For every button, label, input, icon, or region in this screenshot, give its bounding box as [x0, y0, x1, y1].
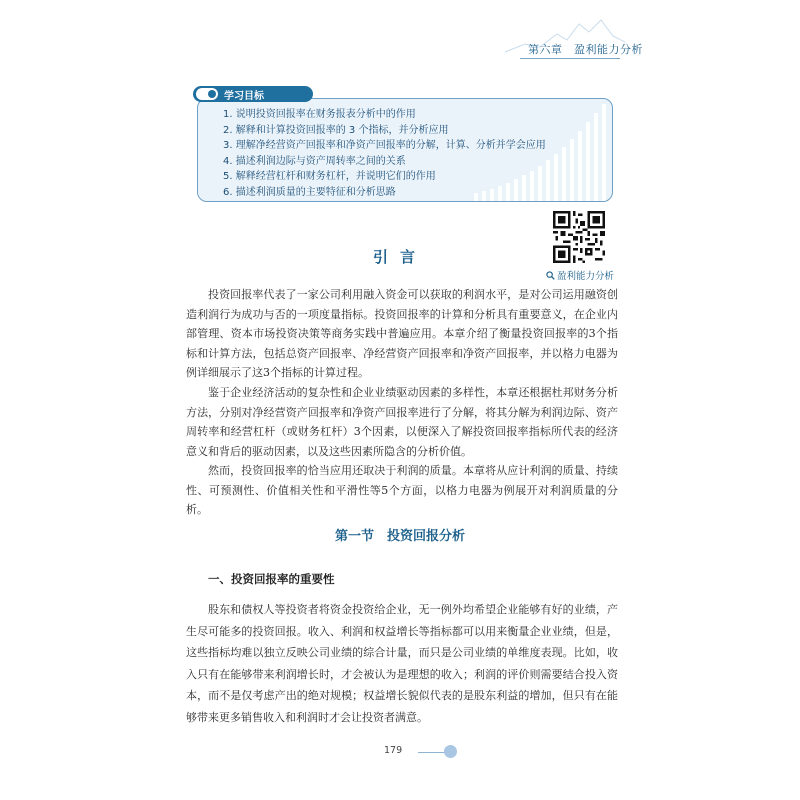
objective-item: 4. 描述利润边际与资产周转率之间的关系: [223, 155, 406, 167]
qr-caption-text: 盈利能力分析: [557, 271, 615, 282]
intro-paragraph: 鉴于企业经济活动的复杂性和企业业绩驱动因素的多样性，本章还根据杜邦财务分析方法，分别对净经营资产回报率和净资产回报率进行了分解，将其分解为利润边际、资产周转率和经营杠杆（或财务杠杆）3个因素，以便深入了解投资回报率指标所代表的经济意义和背后的驱动因素，以及这些因素所隐含的分析价值。: [186, 386, 618, 458]
objective-item: 6. 描述利润质量的主要特征和分析思路: [223, 186, 396, 198]
objective-item: 1. 说明投资回报率在财务报表分析中的作用: [223, 109, 416, 120]
toggle-icon: [196, 88, 218, 100]
header-rule: [520, 58, 620, 59]
footer-dot-icon: [444, 745, 457, 758]
qr-code[interactable]: [553, 211, 605, 263]
objective-item: 2. 解释和计算投资回报率的 3 个指标，并分析应用: [223, 124, 449, 136]
section-title: 第一节 投资回报分析: [334, 529, 465, 544]
search-icon: [546, 271, 555, 280]
learning-objectives-label: 学习目标: [224, 90, 264, 102]
objective-item: 5. 解释经营杠杆和财务杠杆，并说明它们的作用: [223, 171, 436, 182]
learning-objectives-tab: [193, 86, 313, 102]
intro-title: 引言: [372, 248, 427, 266]
intro-paragraph: 然而，投资回报率的恰当应用还取决于利润的质量。本章将从应计利润的质量、持续性、可预测性、价值相关性和平滑性等5个方面，以格力电器为例展开对利润质量的分析。: [186, 464, 618, 516]
subsection-title: 一、投资回报率的重要性: [208, 572, 335, 586]
intro-paragraph: 投资回报率代表了一家公司利用融入资金可以获取的利润水平，是对公司运用融资创造利润行为成功与否的一项度量指标。投资回报率的计算和分析具有重要意义，在企业内部管理、资本市场投资决策等商务实践中普遍应用。本章介绍了衡量投资回报率的3个指标和计算方法，包括总资产回报率、净经营资产回报率和净资产回报率，并以格力电器为例详细展示了这3个指标的计算过程。: [186, 288, 618, 379]
qr-caption: [546, 268, 614, 282]
page-number: 179: [384, 745, 403, 756]
section-paragraph: 股东和债权人等投资者将资金投资给企业，无一例外均希望企业能够有好的业绩，产生尽可能多的投资回报。收入、利润和权益增长等指标都可以用来衡量企业业绩，但是，这些指标均难以独立反映公司业绩的综合计量，而只是公司业绩的单维度表现。比如，收入只有在能够带来利润增长时，才会被认为是理想的收入；利润的评价则需要结合投入资本，而不是仅考虑产出的绝对规模；权益增长貌似代表的是股东利益的增加，但只有在能够带来更多销售收入和利润时才会让投资者满意。: [186, 603, 618, 724]
chapter-header: 第六章 盈利能力分析: [528, 43, 643, 56]
objective-item: 3. 理解净经营资产回报率和净资产回报率的分解，计算、分析并学会应用: [223, 140, 546, 151]
learning-objectives-list: [223, 107, 546, 200]
